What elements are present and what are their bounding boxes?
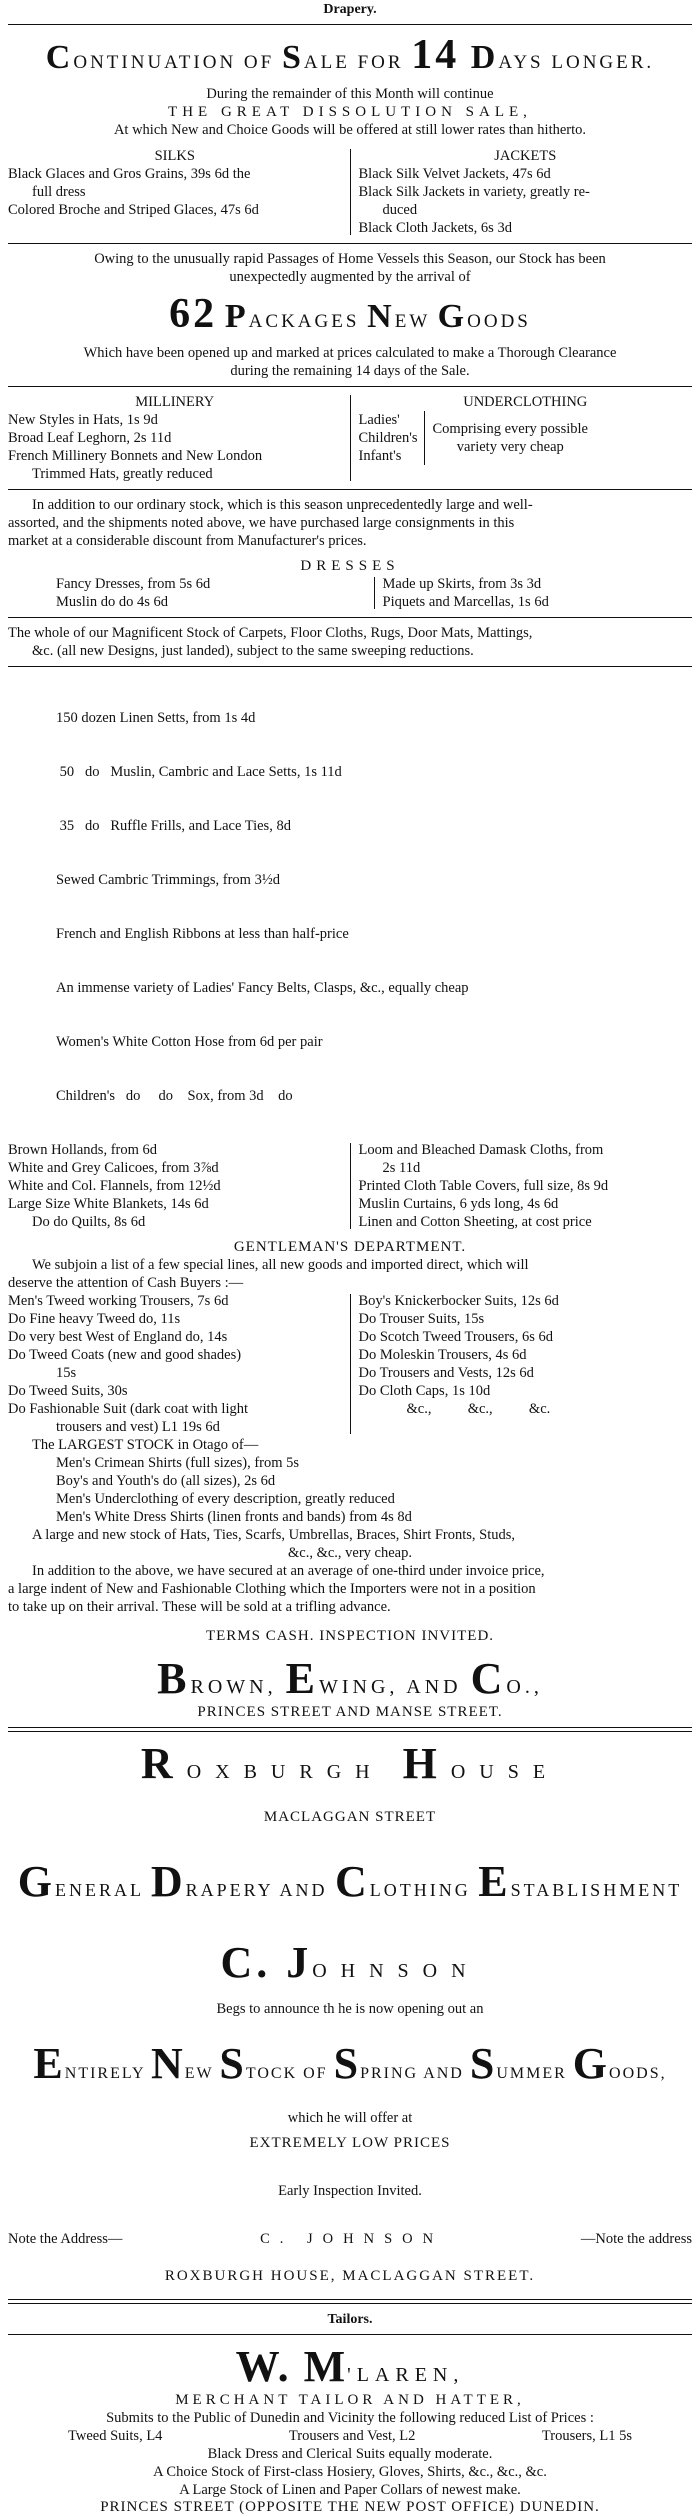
underclothing-column: UNDERCLOTHING Ladies' Children's Infant's Comprising every possible variety very cheap bbox=[358, 394, 588, 464]
intro-line-1: During the remainder of this Month will continue bbox=[206, 86, 494, 102]
final-line-2: a large indent of New and Fashionable Clothing which the Importers were not in a position bbox=[8, 1581, 536, 1597]
packages-headline: 62 PACKAGES NEW GOODS bbox=[169, 291, 531, 337]
column-divider bbox=[350, 1294, 351, 1434]
roxburgh-title: ROXBURGH HOUSE bbox=[140, 1739, 560, 1788]
divider bbox=[8, 1727, 692, 1732]
begs-line: Begs to announce th he is now opening out an bbox=[216, 2001, 484, 2017]
divider bbox=[8, 489, 692, 490]
divider bbox=[8, 2334, 692, 2335]
submits-line: Submits to the Public of Dunedin and Vicinity the following reduced List of Prices : bbox=[106, 2410, 594, 2426]
gent-block: Men's Tweed working Trousers, 7s 6d Do Fine heavy Tweed do, 11s Do very best West of England do, 14s Do Tweed Coats (new and good shades) 15s Do Tweed Suits, 30s Do Fashionable Suit (dark coat with light trousers and vest) L1 19s 6d Boy's Knickerbocker Suits, 12s 6d Do Trouser Suits, 15s Do Scotch Tweed Trousers, 6s 6d Do Moleskin Trousers, 4s 6d Do Trousers and Vests, 12s 6d Do Cloth Caps, 1s 10d &c., &c., &c. bbox=[8, 1293, 559, 1435]
johnson-name: C. JOHNSON bbox=[220, 1938, 480, 1987]
dresses-title: DRESSES bbox=[300, 558, 400, 574]
owing-line-2: unexpectedly augmented by the arrival of bbox=[229, 269, 471, 285]
sale-headline: CONTINUATION OF SALE FOR 14 DAYS LONGER. bbox=[45, 32, 655, 78]
column-divider bbox=[350, 1143, 351, 1229]
gent-title: GENTLEMAN'S DEPARTMENT. bbox=[233, 1239, 467, 1255]
intro-line-3: At which New and Choice Goods will be offered at still lower rates than hitherto. bbox=[113, 122, 587, 138]
divider bbox=[8, 2299, 692, 2304]
dresses-block: Fancy Dresses, from 5s 6d Muslin do do 4s 6d Made up Skirts, from 3s 3d Piquets and Marcellas, 1s 6d bbox=[56, 576, 549, 610]
black-dress-line: Black Dress and Clerical Suits equally moderate. bbox=[207, 2446, 493, 2462]
addition-line-3: market at a considerable discount from Manufacturer's prices. bbox=[8, 533, 367, 549]
note-address-row: Note the Address— C. JOHNSON —Note the address bbox=[8, 2231, 692, 2247]
silks-jackets-block bbox=[8, 147, 692, 237]
jackets-column: JACKETS Black Silk Velvet Jackets, 47s 6d Black Silk Jackets in variety, greatly re- duced Black Cloth Jackets, 6s 3d bbox=[358, 148, 590, 236]
tailors-section-title: Tailors. bbox=[327, 2312, 373, 2327]
household-block: Brown Hollands, from 6d White and Grey Calicoes, from 3⅞d White and Col. Flannels, from 12½d Large Size White Blankets, 14s 6d Do do Quilts, 8s 6d Loom and Bleached Damask Cloths, from 2s 11d Printed Cloth Table Covers, full size, 8s 9d Muslin Curtains, 6 yds long, 4s 6d Linen and Cotton Sheeting, at cost price bbox=[8, 1142, 609, 1230]
owing-line-1: Owing to the unusually rapid Passages of Home Vessels this Season, our Stock has been bbox=[94, 251, 606, 267]
millinery-underclothing-block bbox=[8, 393, 692, 483]
gent-intro-2: deserve the attention of Cash Buyers :— bbox=[8, 1275, 244, 1291]
brown-address: PRINCES STREET AND MANSE STREET. bbox=[197, 1704, 503, 1720]
large-stock-line: A Large Stock of Linen and Paper Collars of newest make. bbox=[179, 2482, 521, 2498]
divider bbox=[8, 243, 692, 244]
gent-intro-1: We subjoin a list of a few special lines, all new goods and imported direct, which will bbox=[32, 1257, 529, 1273]
roxburgh-final-address: ROXBURGH HOUSE, MACLAGGAN STREET. bbox=[164, 2268, 536, 2284]
early-inspection: Early Inspection Invited. bbox=[278, 2183, 422, 2199]
divider bbox=[8, 617, 692, 618]
offer-line: which he will offer at bbox=[287, 2110, 413, 2126]
divider bbox=[8, 24, 692, 25]
carpets-line-1: The whole of our Magnificent Stock of Carpets, Floor Cloths, Rugs, Door Mats, Mattings, bbox=[8, 625, 533, 641]
entirely-new-headline: ENTIRELY NEW STOCK OF SPRING AND SUMMER GOODS, bbox=[33, 2039, 667, 2088]
linen-list: 150 dozen Linen Setts, from 1s 4d 50 do Muslin, Cambric and Lace Setts, 1s 11d 35 do Ruffle Frills, and Lace Ties, 8d Sewed Cambric Trimmings, from 3½d French and English Ribbons at less than half-price An immense variety of Ladies' Fancy Belts, Clasps, &c., equally cheap Women's White Cotton Hose from 6d per pair Children's do do Sox, from 3d do bbox=[56, 710, 469, 1104]
intro-line-2: THE GREAT DISSOLUTION SALE, bbox=[168, 104, 532, 120]
largest-list: The LARGEST STOCK in Otago of— Men's Crimean Shirts (full sizes), from 5s Boy's and Youth's do (all sizes), 2s 6d Men's Underclothing of every description, greatly reduced Men's White Dress Shirts (linen fronts and bands) from 4s 8d A large and new stock of Hats, Ties, Scarfs, Umbrellas, Braces, Shirt Fronts, Studs, &c., &c., very cheap. bbox=[32, 1437, 516, 1561]
final-line-1: In addition to the above, we have secured at an average of one-third under invoice price, bbox=[32, 1563, 545, 1579]
mclaren-name: W. M'LAREN, bbox=[235, 2342, 465, 2391]
silks-column: SILKS Black Glaces and Gros Grains, 39s 6d the full dress Colored Broche and Striped Glaces, 47s 6d bbox=[8, 148, 259, 218]
roxburgh-street: MACLAGGAN STREET bbox=[263, 1809, 437, 1825]
millinery-column: MILLINERY New Styles in Hats, 1s 9d Broad Leaf Leghorn, 2s 11d French Millinery Bonnets and New London Trimmed Hats, greatly reduced bbox=[8, 394, 263, 482]
column-divider bbox=[350, 395, 351, 481]
mclaren-sub: MERCHANT TAILOR AND HATTER, bbox=[175, 2392, 525, 2408]
mclaren-address: PRINCES STREET (OPPOSITE THE NEW POST OFFICE) DUNEDIN. bbox=[100, 2499, 600, 2515]
low-prices: EXTREMELY LOW PRICES bbox=[249, 2135, 451, 2151]
drapery-section-title: Drapery. bbox=[323, 2, 377, 17]
general-drapery-headline: GENERAL DRAPERY AND CLOTHING ESTABLISHMENT bbox=[17, 1857, 683, 1906]
prices-row: Tweed Suits, L4 Trousers and Vest, L2 Trousers, L1 5s bbox=[68, 2428, 632, 2444]
divider bbox=[8, 386, 692, 387]
addition-line-1: In addition to our ordinary stock, which is this season unprecedentedly large and well- bbox=[32, 497, 533, 513]
choice-stock-line: A Choice Stock of First-class Hosiery, Gloves, Shirts, &c., &c., &c. bbox=[153, 2464, 547, 2480]
terms: TERMS CASH. INSPECTION INVITED. bbox=[205, 1628, 495, 1644]
which-line-2: during the remaining 14 days of the Sale. bbox=[230, 363, 470, 379]
which-line-1: Which have been opened up and marked at prices calculated to make a Thorough Clearance bbox=[83, 345, 617, 361]
brown-ewing-name: BROWN, EWING, AND CO., bbox=[157, 1654, 543, 1703]
divider bbox=[8, 666, 692, 667]
carpets-line-2: &c. (all new Designs, just landed), subject to the same sweeping reductions. bbox=[32, 643, 474, 659]
addition-line-2: assorted, and the shipments noted above, we have purchased large consignments in this bbox=[8, 515, 515, 531]
final-line-3: to take up on their arrival. These will be sold at a trifling advance. bbox=[8, 1599, 391, 1615]
column-divider bbox=[350, 149, 351, 235]
column-divider bbox=[374, 577, 375, 609]
